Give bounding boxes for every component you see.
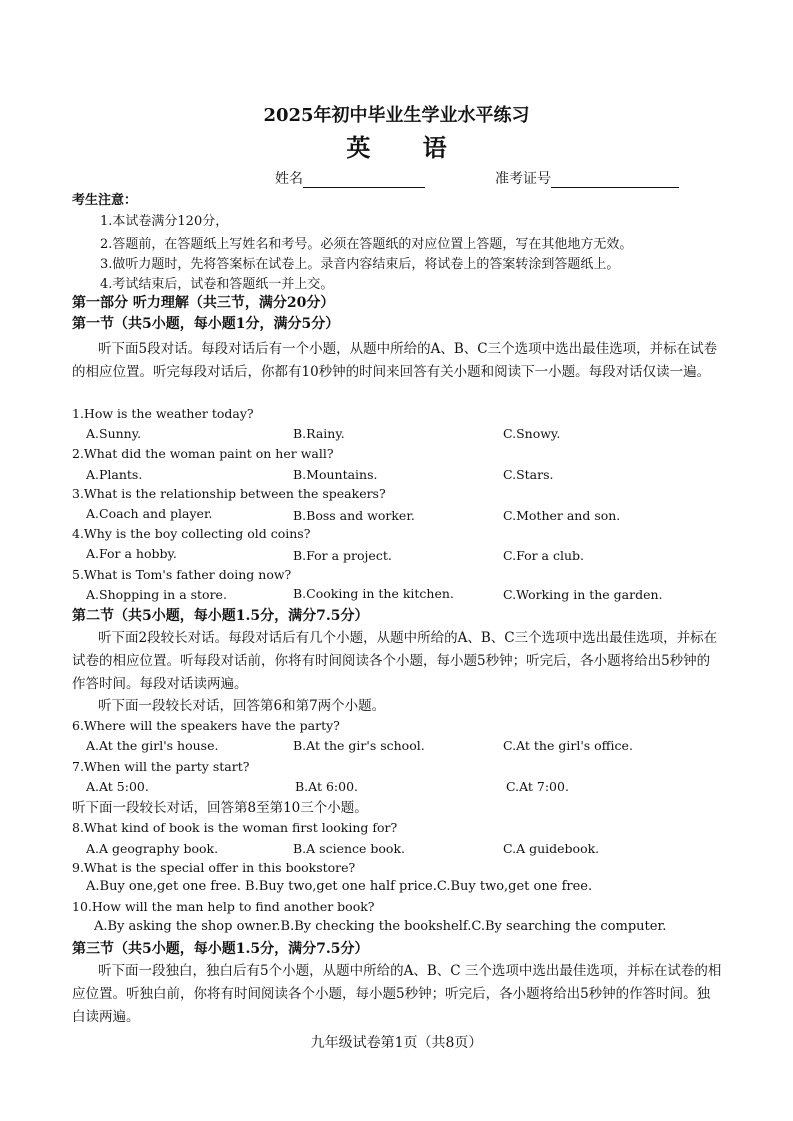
option-a: A.A geography book. bbox=[86, 841, 219, 856]
section3-instructions: 听下面一段独白，独白后有5个小题，从题中所给的A、B、C 三个选项中选出最佳选项，并标在试卷的相应位置。听独白前，你将有时间阅读各个小题，每小题5秒钟；听完后，各小题将给出5秒钟的作答时间。独白读两遍。 bbox=[72, 963, 722, 1025]
question-stem: 2.What did the woman paint on her wall? bbox=[72, 446, 334, 461]
question-stem: 3.What is the relationship between the speakers? bbox=[72, 486, 386, 501]
notice-item: 3.做听力题时，先将答案标在试卷上。录音内容结束后，将试卷上的答案转涂到答题纸上。 bbox=[100, 257, 620, 272]
exam-subject: 英 语 bbox=[346, 133, 469, 162]
option-b: B.Cooking in the kitchen. bbox=[293, 586, 454, 601]
option-a: A.Sunny. bbox=[86, 426, 142, 441]
notice-heading: 考生注意： bbox=[72, 193, 138, 208]
notice-item: 4.考试结束后，试卷和答题纸一并上交。 bbox=[100, 277, 334, 292]
option-a: A.At 5:00. bbox=[86, 779, 149, 794]
section2-heading: 第二节（共5小题，每小题1.5分，满分7.5分） bbox=[72, 608, 369, 624]
section2-instructions: 听下面2段较长对话。每段对话后有几个小题，从题中所给的A、B、C三个选项中选出最佳选项，并标在试卷的相应位置。听每段对话前，你将有时间阅读各个小题，每小题5秒钟；听完后，各小题将给出5秒钟的作答时间。每段对话读两遍。 bbox=[72, 630, 718, 692]
option-b: B.A science book. bbox=[293, 841, 405, 856]
option-b: B.Rainy. bbox=[293, 426, 345, 441]
dialog1-intro: 听下面一段较长对话，回答第6和第7两个小题。 bbox=[98, 698, 386, 714]
option-b: B.At the gir's school. bbox=[293, 738, 425, 753]
options-line: A.Buy one,get one free. B.Buy two,get one half price.C.Buy two,get one free. bbox=[86, 879, 593, 894]
option-a: A.Plants. bbox=[86, 467, 143, 482]
option-a: A.At the girl's house. bbox=[86, 738, 219, 753]
option-b: B.At 6:00. bbox=[295, 779, 359, 794]
dialog2-intro: 听下面一段较长对话，回答第8至第10三个小题。 bbox=[72, 800, 368, 816]
question-stem: 4.Why is the boy collecting old coins? bbox=[72, 526, 311, 541]
option-c: C.Mother and son. bbox=[503, 508, 621, 523]
option-c: C.At the girl's office. bbox=[503, 738, 633, 753]
id-blank bbox=[551, 171, 679, 188]
option-c: C.Snowy. bbox=[503, 426, 561, 441]
question-stem: 10.How will the man help to find another book? bbox=[72, 899, 375, 914]
name-field bbox=[275, 168, 425, 188]
options-line: A.By asking the shop owner.B.By checking the bookshelf.C.By searching the computer. bbox=[94, 919, 667, 934]
option-b: B.Boss and worker. bbox=[293, 508, 415, 523]
notice-item: 2.答题前，在答题纸上写姓名和考号。必须在答题纸的对应位置上答题，写在其他地方无效。 bbox=[100, 237, 633, 252]
exam-title: 2025年初中毕业生学业水平练习 bbox=[263, 105, 530, 126]
name-blank bbox=[303, 171, 425, 188]
option-b: B.For a project. bbox=[293, 548, 392, 563]
question-stem: 8.What kind of book is the woman first looking for? bbox=[72, 820, 398, 835]
page-footer: 九年级试卷第1页（共8页） bbox=[310, 1035, 483, 1051]
option-c: C.Stars. bbox=[503, 467, 554, 482]
option-a: A.Coach and player. bbox=[86, 506, 213, 521]
question-stem: 6.Where will the speakers have the party? bbox=[72, 718, 340, 733]
section3-heading: 第三节（共5小题，每小题1.5分，满分7.5分） bbox=[72, 941, 369, 957]
option-c: C.Working in the garden. bbox=[503, 587, 663, 602]
id-label: 准考证号 bbox=[495, 171, 551, 187]
option-c: C.A guidebook. bbox=[503, 841, 600, 856]
question-stem: 7.When will the party start? bbox=[72, 759, 250, 774]
question-stem: 5.What is Tom's father doing now? bbox=[72, 567, 292, 582]
option-c: C.For a club. bbox=[503, 548, 585, 563]
option-a: A.Shopping in a store. bbox=[86, 587, 227, 602]
notice-item: 1.本试卷满分120分， bbox=[100, 214, 229, 229]
option-c: C.At 7:00. bbox=[506, 779, 569, 794]
id-field bbox=[495, 168, 679, 188]
question-stem: 9.What is the special offer in this bookstore? bbox=[72, 860, 356, 875]
name-label: 姓名 bbox=[275, 171, 303, 187]
section1-instructions: 听下面5段对话。每段对话后有一个小题，从题中所给的A、B、C三个选项中选出最佳选项，并标在试卷的相应位置。听完每段对话后，你都有10秒钟的时间来回答有关小题和阅读下一小题。每段对话仅读一遍。 bbox=[72, 341, 718, 380]
part1-heading: 第一部分 听力理解（共三节，满分20分） bbox=[72, 295, 335, 311]
section1-heading: 第一节（共5小题，每小题1分，满分5分） bbox=[72, 316, 340, 332]
question-stem: 1.How is the weather today? bbox=[72, 406, 254, 421]
option-b: B.Mountains. bbox=[293, 467, 378, 482]
option-a: A.For a hobby. bbox=[86, 546, 177, 561]
